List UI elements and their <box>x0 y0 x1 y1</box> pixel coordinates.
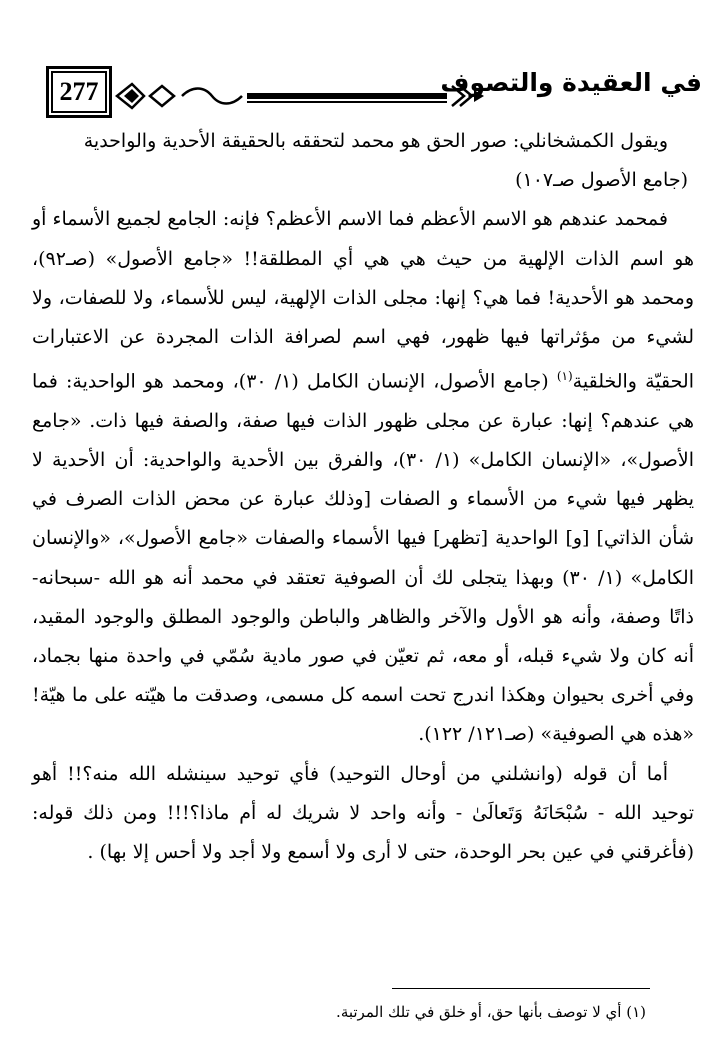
paragraph-2-text-b: (جامع الأصول، الإنسان الكامل (١/ ٣٠)، ومحمد هو الواحدية: فما هي عندهم؟ إنها: عبارة عن مجلى ظهور الذات فيها صفة، والصفة فيها ذات. «جامع الأصول»، «الإنسان الكامل» (١/ ٣٠)، والفرق بين الأحدية والواحدية: أن الأحدية لا يظهر فيها شيء من الأسماء و الصفات [وذلك عبارة عن محض الذات الصرف في شأن الذاتي] [و] الواحدية [تظهر] فيها الأسماء والصفات «جامع الأصول»، «والإنسان الكامل» (١/ ٣٠) وبهذا يتجلى لك أن الصوفية تعتقد في محمد أنه هو الله -سبحانه- ذاتًا وصفة، وأنه هو الأول والآخر والظاهر والباطن والوجود المطلق والوجود المقيد، أنه كان ولا شيء قبله، أو معه، ثم تعيّن في صور مادية سُمّي في واحدة منها بجماد، وفي أخرى بحيوان وهكذا اندرج تحت اسمه كل مسمى، وصدقت ما هيّته على ما هيّة! «هذه هي الصوفية» (صـ١٢١/ ١٢٢). <box>32 370 694 746</box>
footnote-separator <box>392 988 650 989</box>
running-header-title: في العقيدة والتصوف <box>440 68 702 97</box>
footnote-marker: (١) <box>556 369 573 384</box>
paragraph-2 <box>32 200 694 754</box>
header-ornament <box>112 80 487 112</box>
paragraph-1-reference: (جامع الأصول صـ١٠٧) <box>515 169 688 192</box>
main-text <box>32 122 694 872</box>
page-number: 277 <box>46 66 112 118</box>
paragraph-2-text-a: فمحمد عندهم هو الاسم الأعظم فما الاسم الأعظم؟ فإنه: الجامع لجميع الأسماء أو هو اسم الذات الإلهية من حيث هي هي أي المطلقة!! «جامع الأصول» (صـ٩٢)، ومحمد هو الأحدية! فما هي؟ إنها: مجلى الذات الإلهية، ليس للأسماء، ولا للصفات، ولا لشيء من مؤثراتها فيها ظهور، فهي اسم لصرافة الذات المجردة عن الاعتبارات الحقيّة والخلقية <box>32 208 695 393</box>
footnote: (١) أي لا توصف بأنها حق، أو خلق في تلك المرتبة. <box>336 1003 646 1021</box>
paragraph-3: أما أن قوله (وانشلني من أوحال التوحيد) فأي توحيد سينشله الله منه؟!! أهو توحيد الله - سُبْحَانَهُ وَتَعالَىٰ - وأنه واحد لا شريك له أم ماذا؟!!! ومن ذلك قوله: (فأغرقني في عين بحر الوحدة، حتى لا أرى ولا أسمع ولا أجد ولا أحس إلا بها) . <box>32 762 694 863</box>
paragraph-1: ويقول الكمشخانلي: صور الحق هو محمد لتحققه بالحقيقة الأحدية والواحدية <box>83 130 668 152</box>
